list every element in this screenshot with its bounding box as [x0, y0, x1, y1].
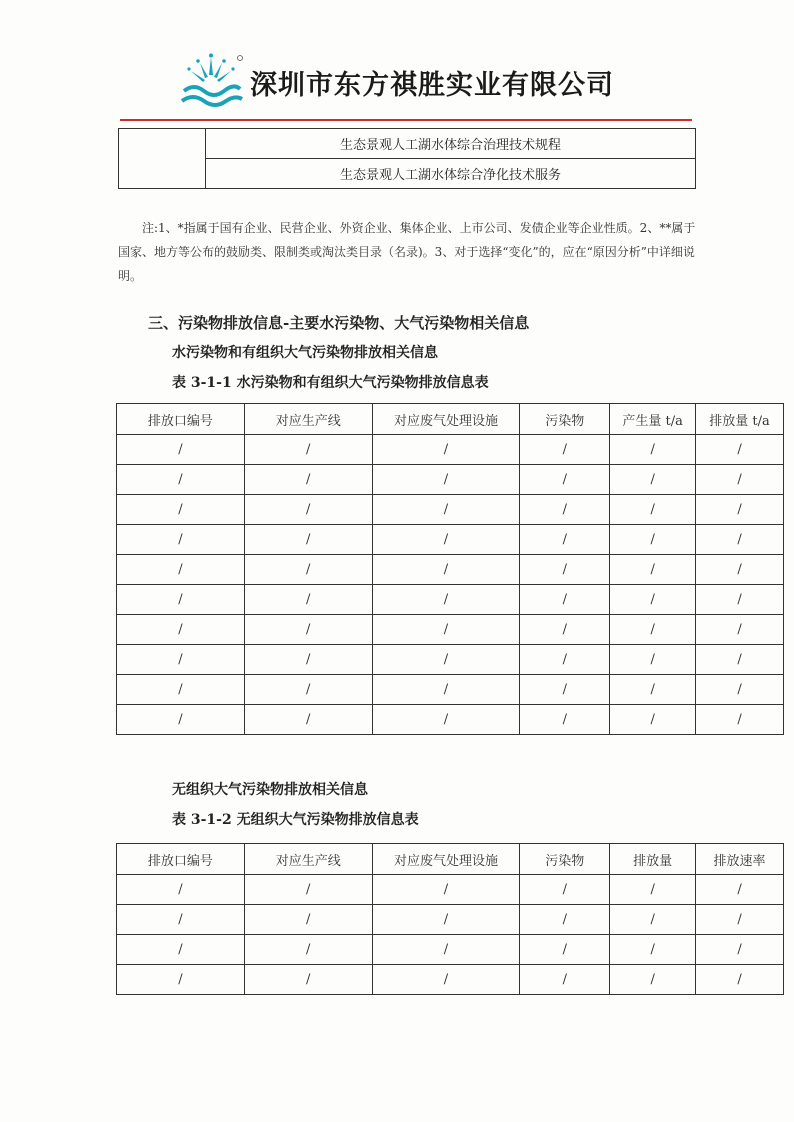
table-cell: /: [520, 525, 610, 555]
table-cell: /: [117, 465, 245, 495]
table-row: [117, 585, 784, 615]
table-cell: /: [696, 435, 784, 465]
table-cell: /: [520, 935, 610, 965]
table-cell: /: [117, 675, 245, 705]
table-cell: /: [244, 935, 372, 965]
column-header: 排放量 t/a: [696, 404, 784, 435]
table-row: [117, 465, 784, 495]
table-row: [117, 525, 784, 555]
table-cell: /: [372, 905, 520, 935]
top-continuation-table: [118, 128, 696, 189]
table-row: [117, 675, 784, 705]
table-header-row: [117, 844, 784, 875]
table-cell: /: [372, 935, 520, 965]
table-row: [119, 159, 696, 189]
table-cell: /: [244, 525, 372, 555]
table-cell: /: [696, 495, 784, 525]
table-cell: /: [117, 875, 245, 905]
table-cell: /: [372, 675, 520, 705]
table-cell: 生态景观人工湖水体综合治理技术规程: [206, 129, 696, 159]
table-cell: /: [244, 875, 372, 905]
column-header: 污染物: [520, 404, 610, 435]
emission-table-2: [116, 843, 784, 995]
section-title: 三、污染物排放信息-主要水污染物、大气污染物相关信息: [148, 314, 530, 332]
column-header: 排放口编号: [117, 404, 245, 435]
table-header-row: [117, 404, 784, 435]
column-header: 排放口编号: [117, 844, 245, 875]
column-header: 产生量 t/a: [610, 404, 696, 435]
column-header: 污染物: [520, 844, 610, 875]
table-cell: /: [372, 705, 520, 735]
letterhead: [178, 52, 614, 112]
table-cell: /: [372, 495, 520, 525]
table-cell: /: [520, 435, 610, 465]
table-cell: /: [610, 705, 696, 735]
table-cell: /: [520, 495, 610, 525]
table-cell: /: [610, 495, 696, 525]
table-row: [117, 875, 784, 905]
empty-cell: [119, 129, 206, 189]
company-name: 深圳市东方祺胜实业有限公司: [250, 69, 614, 101]
table-cell: /: [372, 555, 520, 585]
table-cell: /: [117, 935, 245, 965]
table-cell: /: [117, 965, 245, 995]
table-cell: /: [244, 905, 372, 935]
table-cell: /: [244, 965, 372, 995]
table-cell: /: [520, 905, 610, 935]
table-cell: /: [696, 935, 784, 965]
column-header: 对应废气处理设施: [372, 404, 520, 435]
table-cell: /: [117, 585, 245, 615]
table-cell: /: [696, 645, 784, 675]
table-cell: 生态景观人工湖水体综合净化技术服务: [206, 159, 696, 189]
table-cell: /: [117, 555, 245, 585]
column-header: 对应废气处理设施: [372, 844, 520, 875]
column-header: 对应生产线: [244, 844, 372, 875]
table-cell: /: [244, 435, 372, 465]
header-rule: [120, 119, 692, 121]
subsection-title-2: 无组织大气污染物排放相关信息: [172, 782, 368, 798]
table-row: [117, 935, 784, 965]
fountain-logo-icon: [178, 53, 244, 111]
column-header: 对应生产线: [244, 404, 372, 435]
table-cell: /: [520, 705, 610, 735]
table-cell: /: [117, 435, 245, 465]
table-cell: /: [696, 875, 784, 905]
table-cell: /: [696, 705, 784, 735]
table-row: [117, 905, 784, 935]
table-cell: /: [610, 675, 696, 705]
table-cell: /: [244, 585, 372, 615]
table-cell: /: [696, 525, 784, 555]
table-cell: /: [372, 875, 520, 905]
table-row: [117, 555, 784, 585]
table-row: [119, 129, 696, 159]
table-cell: /: [696, 675, 784, 705]
table-caption-2: 表 3-1-2 无组织大气污染物排放信息表: [172, 812, 419, 828]
table-cell: /: [610, 645, 696, 675]
table-cell: /: [244, 465, 372, 495]
column-header: 排放速率: [696, 844, 784, 875]
table-row: [117, 495, 784, 525]
table-cell: /: [244, 675, 372, 705]
table-cell: /: [610, 935, 696, 965]
table-row: [117, 615, 784, 645]
table-cell: /: [696, 615, 784, 645]
table-cell: /: [520, 615, 610, 645]
table-cell: /: [372, 585, 520, 615]
table-row: [117, 435, 784, 465]
table-cell: /: [696, 585, 784, 615]
table-cell: /: [372, 465, 520, 495]
table-cell: /: [520, 465, 610, 495]
table-cell: /: [372, 435, 520, 465]
table-cell: /: [520, 965, 610, 995]
table-cell: /: [696, 965, 784, 995]
table-cell: /: [610, 525, 696, 555]
table-cell: /: [520, 555, 610, 585]
table-caption-1: 表 3-1-1 水污染物和有组织大气污染物排放信息表: [172, 375, 489, 391]
table-cell: /: [610, 585, 696, 615]
subsection-title-1: 水污染物和有组织大气污染物排放相关信息: [172, 345, 438, 361]
table-cell: /: [244, 555, 372, 585]
table-cell: /: [610, 965, 696, 995]
table-cell: /: [610, 465, 696, 495]
table-cell: /: [372, 615, 520, 645]
table-cell: /: [117, 615, 245, 645]
table-cell: /: [696, 555, 784, 585]
table-cell: /: [117, 645, 245, 675]
table-row: [117, 965, 784, 995]
table-cell: /: [117, 905, 245, 935]
table-cell: /: [696, 465, 784, 495]
table-cell: /: [244, 495, 372, 525]
table-row: [117, 705, 784, 735]
table-cell: /: [372, 965, 520, 995]
table-cell: /: [610, 905, 696, 935]
table-cell: /: [117, 495, 245, 525]
column-header: 排放量: [610, 844, 696, 875]
table-cell: /: [610, 435, 696, 465]
table-cell: /: [244, 615, 372, 645]
table-cell: /: [520, 675, 610, 705]
footnote: 注:1、*指属于国有企业、民营企业、外资企业、集体企业、上市公司、发债企业等企业性质。2、**属于国家、地方等公布的鼓励类、限制类或淘汰类目录（名录)。3、对于选择“变化”的，应在“原因分析”中详细说明。: [118, 221, 696, 283]
table-cell: /: [117, 705, 245, 735]
table-row: [117, 645, 784, 675]
table-cell: /: [372, 525, 520, 555]
table-cell: /: [244, 705, 372, 735]
table-cell: /: [520, 585, 610, 615]
table-cell: /: [696, 905, 784, 935]
table-cell: /: [372, 645, 520, 675]
table-cell: /: [610, 615, 696, 645]
table-cell: /: [244, 645, 372, 675]
table-cell: /: [610, 875, 696, 905]
table-cell: /: [520, 645, 610, 675]
table-cell: /: [117, 525, 245, 555]
table-cell: /: [610, 555, 696, 585]
emission-table-1: [116, 403, 784, 735]
table-cell: /: [520, 875, 610, 905]
